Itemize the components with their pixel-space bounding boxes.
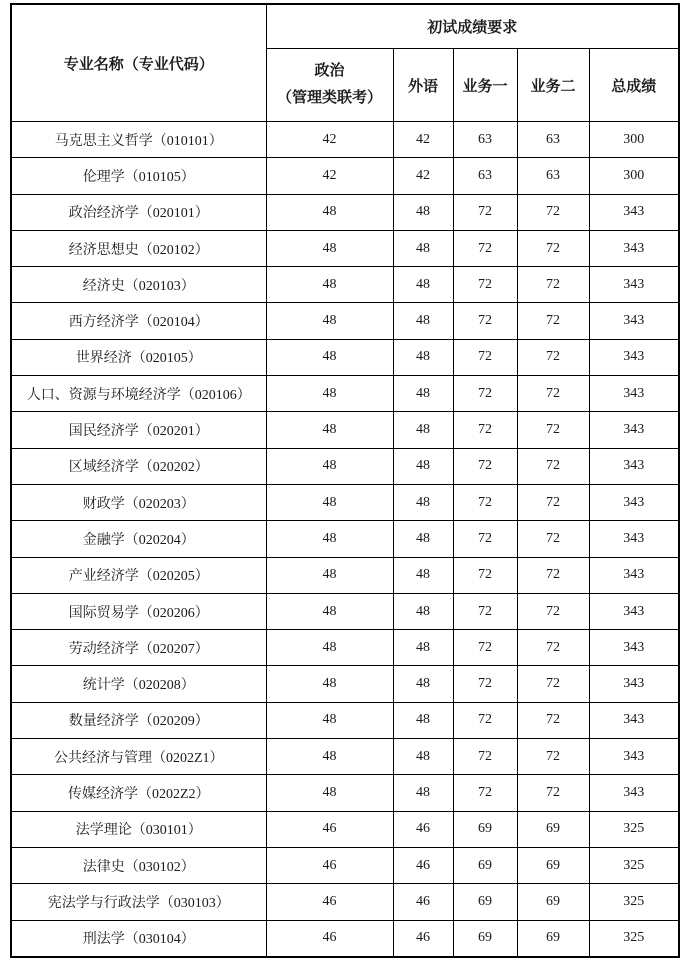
foreign-language-score-cell: 48 [393,593,453,629]
total-score-cell: 343 [589,412,679,448]
business2-score-cell: 72 [517,376,589,412]
business1-score-cell: 69 [453,847,517,883]
foreign-language-score-cell: 48 [393,194,453,230]
major-cell: 公共经济与管理（0202Z1） [11,739,266,775]
business1-score-cell: 72 [453,666,517,702]
politics-score-cell: 48 [266,593,393,629]
table-row [11,448,679,484]
header-group-row [11,4,679,49]
major-cell: 数量经济学（020209） [11,702,266,738]
total-score-cell: 343 [589,557,679,593]
table-row [11,630,679,666]
business2-score-cell: 72 [517,230,589,266]
total-score-cell: 343 [589,484,679,520]
business2-score-cell: 72 [517,521,589,557]
business2-score-cell: 63 [517,158,589,194]
business2-score-cell: 72 [517,303,589,339]
business1-score-cell: 72 [453,702,517,738]
business2-score-cell: 72 [517,739,589,775]
business1-column-header: 业务一 [453,49,517,122]
total-score-cell: 343 [589,630,679,666]
table-row [11,593,679,629]
foreign-language-score-cell: 48 [393,412,453,448]
foreign-language-score-cell: 48 [393,230,453,266]
business2-score-cell: 72 [517,412,589,448]
foreign-language-score-cell: 48 [393,448,453,484]
table-row [11,847,679,883]
business1-score-cell: 72 [453,339,517,375]
major-cell: 刑法学（030104） [11,920,266,957]
total-score-cell: 325 [589,884,679,920]
total-score-cell: 343 [589,739,679,775]
politics-score-cell: 48 [266,775,393,811]
total-score-cell: 343 [589,593,679,629]
foreign-language-score-cell: 48 [393,557,453,593]
total-score-cell: 343 [589,303,679,339]
major-cell: 传媒经济学（0202Z2） [11,775,266,811]
total-score-cell: 325 [589,847,679,883]
major-cell: 统计学（020208） [11,666,266,702]
foreign-language-score-cell: 48 [393,521,453,557]
major-cell: 法律史（030102） [11,847,266,883]
table-row [11,702,679,738]
politics-score-cell: 48 [266,739,393,775]
major-cell: 国际贸易学（020206） [11,593,266,629]
major-cell: 财政学（020203） [11,484,266,520]
foreign-language-score-cell: 48 [393,376,453,412]
politics-score-cell: 48 [266,666,393,702]
major-cell: 产业经济学（020205） [11,557,266,593]
foreign-language-score-cell: 48 [393,630,453,666]
major-cell: 宪法学与行政法学（030103） [11,884,266,920]
major-column-header: 专业名称（专业代码） [11,4,266,122]
politics-score-cell: 48 [266,702,393,738]
group-column-header: 初试成绩要求 [266,4,679,49]
politics-header-line1: 政治 [314,63,345,79]
foreign-language-score-cell: 48 [393,303,453,339]
business1-score-cell: 72 [453,630,517,666]
politics-score-cell: 48 [266,194,393,230]
business1-score-cell: 72 [453,267,517,303]
foreign-language-score-cell: 48 [393,702,453,738]
foreign-language-column-header: 外语 [393,49,453,122]
politics-score-cell: 46 [266,884,393,920]
foreign-language-score-cell: 48 [393,484,453,520]
foreign-language-score-cell: 48 [393,666,453,702]
table-row [11,739,679,775]
foreign-language-score-cell: 46 [393,884,453,920]
business2-score-cell: 72 [517,593,589,629]
business2-score-cell: 69 [517,920,589,957]
business1-score-cell: 72 [453,376,517,412]
foreign-language-score-cell: 46 [393,847,453,883]
table-row [11,158,679,194]
major-cell: 马克思主义哲学（010101） [11,122,266,158]
foreign-language-score-cell: 46 [393,920,453,957]
business1-score-cell: 63 [453,122,517,158]
table-row [11,557,679,593]
foreign-language-score-cell: 42 [393,122,453,158]
politics-score-cell: 48 [266,630,393,666]
total-score-cell: 343 [589,230,679,266]
total-score-cell: 343 [589,521,679,557]
politics-score-cell: 48 [266,303,393,339]
score-requirements-table [10,3,680,958]
politics-score-cell: 48 [266,484,393,520]
major-cell: 人口、资源与环境经济学（020106） [11,376,266,412]
total-score-cell: 343 [589,376,679,412]
politics-score-cell: 46 [266,811,393,847]
business1-score-cell: 72 [453,484,517,520]
major-cell: 伦理学（010105） [11,158,266,194]
table-body [11,122,679,957]
politics-score-cell: 48 [266,557,393,593]
business2-score-cell: 72 [517,702,589,738]
foreign-language-score-cell: 42 [393,158,453,194]
table-row [11,666,679,702]
politics-score-cell: 48 [266,339,393,375]
table-row [11,122,679,158]
table-row [11,484,679,520]
table-row [11,194,679,230]
major-cell: 法学理论（030101） [11,811,266,847]
business1-score-cell: 72 [453,521,517,557]
politics-score-cell: 48 [266,230,393,266]
table-row [11,811,679,847]
business1-score-cell: 72 [453,739,517,775]
business1-score-cell: 72 [453,593,517,629]
politics-header-line2: （管理类联考） [276,90,382,106]
major-cell: 劳动经济学（020207） [11,630,266,666]
business1-score-cell: 72 [453,303,517,339]
politics-score-cell: 42 [266,122,393,158]
politics-score-cell: 48 [266,521,393,557]
business2-score-cell: 72 [517,775,589,811]
total-score-cell: 343 [589,448,679,484]
business2-score-cell: 72 [517,484,589,520]
business2-score-cell: 69 [517,811,589,847]
table-row [11,920,679,957]
foreign-language-score-cell: 48 [393,739,453,775]
politics-score-cell: 42 [266,158,393,194]
politics-score-cell: 48 [266,412,393,448]
foreign-language-score-cell: 48 [393,775,453,811]
table-row [11,376,679,412]
business1-score-cell: 72 [453,230,517,266]
table-row [11,267,679,303]
politics-score-cell: 48 [266,267,393,303]
major-cell: 区域经济学（020202） [11,448,266,484]
total-score-cell: 343 [589,194,679,230]
total-score-cell: 343 [589,666,679,702]
business2-score-cell: 69 [517,884,589,920]
business1-score-cell: 69 [453,920,517,957]
total-score-cell: 343 [589,267,679,303]
table-row [11,230,679,266]
business2-score-cell: 72 [517,557,589,593]
business2-score-cell: 72 [517,194,589,230]
business2-score-cell: 72 [517,339,589,375]
business1-score-cell: 72 [453,194,517,230]
table-row [11,521,679,557]
total-score-cell: 343 [589,775,679,811]
foreign-language-score-cell: 48 [393,267,453,303]
major-cell: 经济史（020103） [11,267,266,303]
business2-score-cell: 72 [517,666,589,702]
business2-column-header: 业务二 [517,49,589,122]
total-score-cell: 343 [589,702,679,738]
table-row [11,775,679,811]
total-score-cell: 300 [589,158,679,194]
total-score-cell: 325 [589,811,679,847]
business2-score-cell: 69 [517,847,589,883]
politics-score-cell: 46 [266,847,393,883]
politics-column-header [266,49,393,122]
major-cell: 政治经济学（020101） [11,194,266,230]
politics-score-cell: 46 [266,920,393,957]
table-row [11,412,679,448]
business1-score-cell: 72 [453,412,517,448]
business2-score-cell: 63 [517,122,589,158]
business2-score-cell: 72 [517,448,589,484]
business1-score-cell: 72 [453,448,517,484]
foreign-language-score-cell: 48 [393,339,453,375]
politics-score-cell: 48 [266,376,393,412]
total-score-column-header: 总成绩 [589,49,679,122]
politics-score-cell: 48 [266,448,393,484]
major-cell: 国民经济学（020201） [11,412,266,448]
total-score-cell: 325 [589,920,679,957]
total-score-cell: 300 [589,122,679,158]
business1-score-cell: 63 [453,158,517,194]
business1-score-cell: 69 [453,811,517,847]
business2-score-cell: 72 [517,267,589,303]
total-score-cell: 343 [589,339,679,375]
major-cell: 金融学（020204） [11,521,266,557]
major-cell: 经济思想史（020102） [11,230,266,266]
table-row [11,884,679,920]
major-cell: 西方经济学（020104） [11,303,266,339]
table-row [11,339,679,375]
table-row [11,303,679,339]
business1-score-cell: 72 [453,557,517,593]
foreign-language-score-cell: 46 [393,811,453,847]
business2-score-cell: 72 [517,630,589,666]
business1-score-cell: 69 [453,884,517,920]
major-cell: 世界经济（020105） [11,339,266,375]
business1-score-cell: 72 [453,775,517,811]
